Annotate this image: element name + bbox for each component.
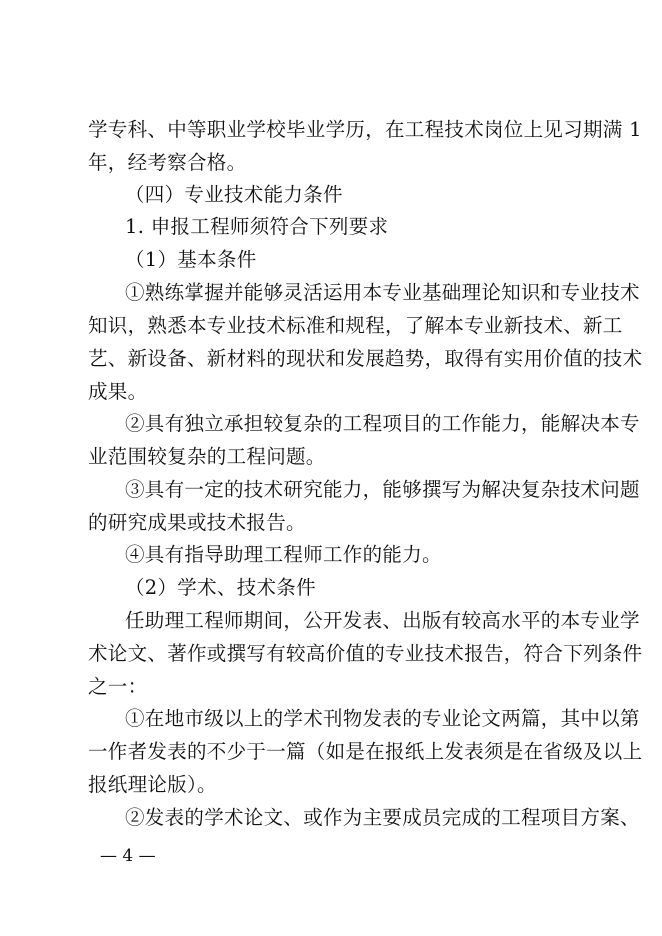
text-line: 年，经考察合格。 [88,151,247,174]
text-line: 艺、新设备、新材料的现状和发展趋势，取得有实用价值的技术 [88,347,643,370]
text-line: 报纸理论版）。 [88,773,217,796]
text-line: 一作者发表的不少于一篇（如是在报纸上发表须是在省级及以上 [88,740,643,763]
text-line: 术论文、著作或撰写有较高价值的专业技术报告，符合下列条件 [88,642,643,665]
text-line: 业范围较复杂的工程问题。 [88,445,326,468]
text-line: 成果。 [88,380,148,403]
text-line: ①在地市级以上的学术刊物发表的专业论文两篇，其中以第 [125,707,640,730]
text-line: ①熟练掌握并能够灵活运用本专业基础理论知识和专业技术 [125,281,640,304]
text-line: ③具有一定的技术研究能力，能够撰写为解决复杂技术问题 [125,478,640,501]
text-line: ②发表的学术论文、或作为主要成员完成的工程项目方案、 [125,806,640,829]
subsection-heading: （1）基本条件 [125,248,257,271]
section-heading: （四）专业技术能力条件 [125,183,343,206]
page-number: — 4 — [100,846,156,866]
text-line: 的研究成果或技术报告。 [88,511,306,534]
text-line: 学专科、中等职业学校毕业学历，在工程技术岗位上见习期满 1 [88,118,642,141]
subsection-heading: 1. 申报工程师须符合下列要求 [125,215,389,238]
text-line: ②具有独立承担较复杂的工程项目的工作能力，能解决本专 [125,412,640,435]
text-line: 任助理工程师期间，公开发表、出版有较高水平的本专业学 [125,609,640,632]
text-line: 之一： [88,675,148,698]
subsection-heading: （2）学术、技术条件 [125,576,316,599]
text-line: ④具有指导助理工程师工作的能力。 [125,543,442,566]
text-line: 知识，熟悉本专业技术标准和规程，了解本专业新技术、新工 [88,314,623,337]
